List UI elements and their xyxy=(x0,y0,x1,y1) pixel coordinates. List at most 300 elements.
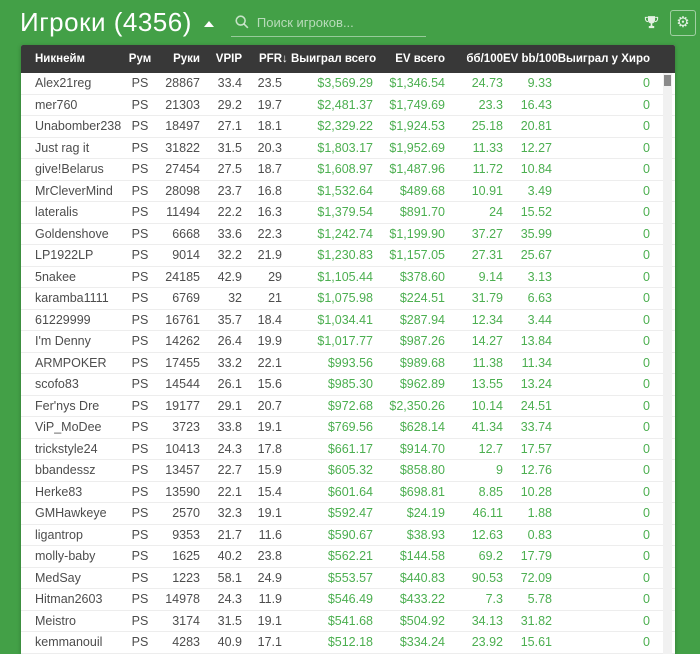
cell-nickname: Alex21reg xyxy=(35,76,92,91)
cell-won-total: $1,379.54 xyxy=(317,205,373,220)
cell-room: PS xyxy=(131,613,149,628)
cell-bb100: 31.79 xyxy=(471,291,503,306)
cell-won-vs-hero: 0 xyxy=(643,484,650,499)
cell-bb100: 10.14 xyxy=(471,398,503,413)
cell-hands: 2570 xyxy=(172,506,200,521)
cell-won-vs-hero: 0 xyxy=(643,334,650,349)
cell-ev-total: $987.26 xyxy=(399,334,445,349)
cell-ev-total: $334.24 xyxy=(399,635,445,650)
header-icons xyxy=(639,0,696,45)
cell-ev-total: $440.83 xyxy=(399,570,445,585)
cell-ev-total: $433.22 xyxy=(399,592,445,607)
column-header-won-total[interactable]: ↓ Выиграл всего xyxy=(282,53,377,65)
cell-ev-bb100: 24.51 xyxy=(520,398,552,413)
cell-vpip: 58.1 xyxy=(217,570,242,585)
search-input[interactable] xyxy=(257,15,426,30)
cell-hands: 1625 xyxy=(172,549,200,564)
cell-room: PS xyxy=(131,205,149,220)
cell-hands: 21303 xyxy=(165,97,200,112)
cell-nickname: ARMPOKER xyxy=(35,355,107,370)
cell-ev-bb100: 13.24 xyxy=(520,377,552,392)
cell-won-total: $1,532.64 xyxy=(317,183,373,198)
column-header-ev-total[interactable]: EV всего xyxy=(395,53,445,65)
cell-nickname: Hitman2603 xyxy=(35,592,103,607)
cell-pfr: 19.1 xyxy=(257,613,282,628)
cell-vpip: 32.3 xyxy=(217,506,242,521)
cell-won-total: $661.17 xyxy=(327,441,373,456)
cell-pfr: 29 xyxy=(268,269,282,284)
cell-ev-total: $1,157.05 xyxy=(389,248,445,263)
search-box[interactable] xyxy=(231,8,426,37)
cell-vpip: 22.1 xyxy=(217,484,242,499)
cell-nickname: ligantrop xyxy=(35,527,83,542)
cell-hands: 3174 xyxy=(172,613,200,628)
cell-pfr: 11.9 xyxy=(258,592,282,607)
cell-nickname: Goldenshove xyxy=(35,226,109,241)
cell-ev-bb100: 15.61 xyxy=(520,635,552,650)
column-header-room[interactable]: Рум xyxy=(128,53,152,65)
column-header-won-vs-hero[interactable]: Выиграл у Хиро xyxy=(557,53,650,65)
cell-pfr: 16.3 xyxy=(257,205,282,220)
cell-room: PS xyxy=(131,570,149,585)
cell-bb100: 23.3 xyxy=(478,97,503,112)
cell-hands: 6668 xyxy=(172,226,200,241)
cell-bb100: 25.18 xyxy=(471,119,503,134)
cell-pfr: 22.3 xyxy=(257,226,282,241)
cell-won-vs-hero: 0 xyxy=(643,355,650,370)
cell-ev-bb100: 3.13 xyxy=(527,269,552,284)
cell-won-vs-hero: 0 xyxy=(643,592,650,607)
player-row[interactable] xyxy=(21,116,675,138)
cell-won-total: $590.67 xyxy=(327,527,373,542)
cell-pfr: 18.7 xyxy=(257,162,282,177)
cell-ev-bb100: 12.76 xyxy=(520,463,552,478)
cell-vpip: 27.1 xyxy=(217,119,242,134)
cell-bb100: 9 xyxy=(496,463,503,478)
cell-pfr: 17.1 xyxy=(257,635,282,650)
cell-hands: 17455 xyxy=(165,355,200,370)
cell-bb100: 11.33 xyxy=(472,140,503,155)
player-row[interactable] xyxy=(21,288,675,310)
player-row[interactable] xyxy=(21,482,675,504)
cell-ev-bb100: 3.49 xyxy=(527,183,552,198)
cell-ev-total: $287.94 xyxy=(399,312,445,327)
cell-nickname: 61229999 xyxy=(35,312,91,327)
cell-pfr: 23.8 xyxy=(257,549,282,564)
cell-pfr: 23.5 xyxy=(257,76,282,91)
cell-ev-bb100: 17.57 xyxy=(520,441,552,456)
cell-hands: 9014 xyxy=(172,248,200,263)
cell-bb100: 37.27 xyxy=(471,226,503,241)
cell-ev-bb100: 6.63 xyxy=(527,291,552,306)
cell-won-vs-hero: 0 xyxy=(643,441,650,456)
cell-room: PS xyxy=(131,377,149,392)
player-row[interactable] xyxy=(21,353,675,375)
cell-won-vs-hero: 0 xyxy=(643,248,650,263)
cell-ev-total: $2,350.26 xyxy=(389,398,445,413)
cell-won-vs-hero: 0 xyxy=(643,162,650,177)
cell-ev-bb100: 9.33 xyxy=(527,76,552,91)
player-row[interactable] xyxy=(21,267,675,289)
cell-room: PS xyxy=(131,248,149,263)
cell-room: PS xyxy=(131,183,149,198)
cell-bb100: 14.27 xyxy=(471,334,503,349)
cell-vpip: 35.7 xyxy=(217,312,242,327)
cell-vpip: 26.1 xyxy=(217,377,242,392)
cell-won-vs-hero: 0 xyxy=(643,549,650,564)
app-header xyxy=(0,0,700,45)
cell-pfr: 15.4 xyxy=(257,484,282,499)
cell-won-total: $1,017.77 xyxy=(317,334,373,349)
cell-hands: 11494 xyxy=(166,205,200,220)
cell-won-total: $993.56 xyxy=(327,355,373,370)
cell-won-vs-hero: 0 xyxy=(643,570,650,585)
cell-bb100: 34.13 xyxy=(471,613,503,628)
cell-ev-total: $504.92 xyxy=(399,613,445,628)
cell-won-total: $553.57 xyxy=(327,570,373,585)
cell-ev-bb100: 10.84 xyxy=(520,162,552,177)
player-row[interactable] xyxy=(21,632,675,654)
cell-pfr: 20.3 xyxy=(257,140,282,155)
cell-won-vs-hero: 0 xyxy=(643,119,650,134)
cell-vpip: 32.2 xyxy=(217,248,242,263)
cell-pfr: 24.9 xyxy=(257,570,282,585)
cell-room: PS xyxy=(131,76,149,91)
player-row[interactable] xyxy=(21,224,675,246)
cell-pfr: 21 xyxy=(268,291,282,306)
cell-ev-total: $858.80 xyxy=(399,463,445,478)
cell-room: PS xyxy=(131,549,149,564)
cell-vpip: 21.7 xyxy=(217,527,242,542)
player-row[interactable] xyxy=(21,611,675,633)
cell-hands: 16761 xyxy=(165,312,200,327)
cell-ev-bb100: 33.74 xyxy=(520,420,552,435)
cell-vpip: 23.7 xyxy=(217,183,242,198)
cell-pfr: 15.6 xyxy=(257,377,282,392)
cell-room: PS xyxy=(131,398,149,413)
column-header-pfr[interactable]: PFR xyxy=(259,53,282,65)
cell-ev-bb100: 10.28 xyxy=(520,484,552,499)
scrollbar[interactable] xyxy=(663,73,672,654)
cell-bb100: 13.55 xyxy=(471,377,503,392)
cell-hands: 3723 xyxy=(172,420,200,435)
cell-won-vs-hero: 0 xyxy=(643,269,650,284)
cell-bb100: 90.53 xyxy=(471,570,503,585)
table-header-row xyxy=(21,45,675,73)
cell-ev-total: $1,199.90 xyxy=(389,226,445,241)
cell-pfr: 18.1 xyxy=(257,119,282,134)
cell-vpip: 22.2 xyxy=(217,205,242,220)
cell-ev-bb100: 5.78 xyxy=(527,592,552,607)
player-row[interactable] xyxy=(21,568,675,590)
cell-room: PS xyxy=(131,355,149,370)
cell-hands: 4283 xyxy=(172,635,200,650)
cell-bb100: 7.3 xyxy=(485,592,503,607)
cell-bb100: 41.34 xyxy=(471,420,503,435)
cell-nickname: LP1922LP xyxy=(35,248,94,263)
cell-bb100: 69.2 xyxy=(478,549,503,564)
cell-won-vs-hero: 0 xyxy=(643,226,650,241)
cell-ev-bb100: 15.52 xyxy=(520,205,552,220)
player-row[interactable] xyxy=(21,396,675,418)
cell-vpip: 33.2 xyxy=(217,355,242,370)
cell-ev-total: $698.81 xyxy=(399,484,445,499)
cell-hands: 6769 xyxy=(172,291,200,306)
player-row[interactable] xyxy=(21,202,675,224)
cell-ev-total: $489.68 xyxy=(399,183,445,198)
player-row[interactable] xyxy=(21,546,675,568)
cell-ev-bb100: 31.82 xyxy=(520,613,552,628)
cell-vpip: 40.2 xyxy=(217,549,242,564)
cell-won-vs-hero: 0 xyxy=(643,97,650,112)
cell-ev-bb100: 17.79 xyxy=(520,549,552,564)
cell-won-vs-hero: 0 xyxy=(643,312,650,327)
player-row[interactable] xyxy=(21,138,675,160)
cell-nickname: mer760 xyxy=(35,97,78,112)
cell-room: PS xyxy=(131,291,149,306)
search-icon xyxy=(234,14,250,30)
cell-won-total: $605.32 xyxy=(327,463,373,478)
cell-won-total: $1,803.17 xyxy=(317,140,373,155)
cell-won-vs-hero: 0 xyxy=(643,140,650,155)
cell-pfr: 20.7 xyxy=(257,398,282,413)
cell-vpip: 27.5 xyxy=(217,162,242,177)
cell-won-vs-hero: 0 xyxy=(643,398,650,413)
cell-bb100: 9.14 xyxy=(478,269,503,284)
column-header-nickname[interactable]: Никнейм xyxy=(35,53,86,65)
cell-ev-bb100: 1.88 xyxy=(527,506,552,521)
players-table-panel xyxy=(21,45,675,654)
player-row[interactable] xyxy=(21,181,675,203)
cell-won-total: $1,075.98 xyxy=(317,291,373,306)
player-row[interactable] xyxy=(21,589,675,611)
player-row[interactable] xyxy=(21,417,675,439)
cell-nickname: 5nakee xyxy=(35,269,77,284)
cell-ev-bb100: 3.44 xyxy=(527,312,552,327)
cell-won-vs-hero: 0 xyxy=(643,506,650,521)
cell-vpip: 22.7 xyxy=(217,463,242,478)
cell-pfr: 16.8 xyxy=(257,183,282,198)
cell-ev-bb100: 72.09 xyxy=(520,570,552,585)
cell-bb100: 24 xyxy=(489,205,503,220)
cell-pfr: 11.6 xyxy=(258,527,282,542)
cell-ev-bb100: 11.34 xyxy=(521,355,552,370)
column-header-bb100[interactable]: бб/100 xyxy=(466,53,503,65)
cell-room: PS xyxy=(131,97,149,112)
cell-won-total: $2,329.22 xyxy=(317,119,373,134)
player-row[interactable] xyxy=(21,245,675,267)
cell-won-vs-hero: 0 xyxy=(643,205,650,220)
cell-room: PS xyxy=(131,269,149,284)
cell-won-total: $601.64 xyxy=(327,484,373,499)
cell-won-vs-hero: 0 xyxy=(643,377,650,392)
player-row[interactable] xyxy=(21,331,675,353)
caret-up-icon[interactable] xyxy=(204,21,214,27)
cell-room: PS xyxy=(131,484,149,499)
cell-won-total: $2,481.37 xyxy=(317,97,373,112)
cell-bb100: 12.63 xyxy=(471,527,503,542)
cell-ev-total: $962.89 xyxy=(399,377,445,392)
cell-won-vs-hero: 0 xyxy=(643,463,650,478)
cell-nickname: ViP_MoDee xyxy=(35,420,102,435)
cell-nickname: molly-baby xyxy=(35,549,96,564)
cell-nickname: Just rag it xyxy=(35,140,90,155)
cell-room: PS xyxy=(131,441,149,456)
cell-hands: 18497 xyxy=(165,119,200,134)
cell-hands: 14262 xyxy=(165,334,200,349)
cell-vpip: 31.5 xyxy=(217,140,242,155)
cell-vpip: 24.3 xyxy=(217,441,242,456)
cell-nickname: Unabomber238 xyxy=(35,119,121,134)
cell-ev-total: $891.70 xyxy=(399,205,445,220)
cell-won-total: $1,105.44 xyxy=(317,269,373,284)
cell-bb100: 23.92 xyxy=(471,635,503,650)
cell-won-total: $985.30 xyxy=(327,377,373,392)
cell-vpip: 26.4 xyxy=(217,334,242,349)
cell-vpip: 29.2 xyxy=(217,97,242,112)
cell-bb100: 8.85 xyxy=(478,484,503,499)
player-row[interactable] xyxy=(21,374,675,396)
cell-nickname: scofo83 xyxy=(35,377,79,392)
player-row[interactable] xyxy=(21,95,675,117)
cell-won-total: $592.47 xyxy=(327,506,373,521)
cell-pfr: 17.8 xyxy=(257,441,282,456)
cell-hands: 31822 xyxy=(165,140,200,155)
cell-pfr: 19.9 xyxy=(257,334,282,349)
cell-won-total: $769.56 xyxy=(327,420,373,435)
cell-won-total: $972.68 xyxy=(327,398,373,413)
cell-pfr: 19.7 xyxy=(257,97,282,112)
cell-hands: 24185 xyxy=(165,269,200,284)
settings-button[interactable] xyxy=(670,10,696,36)
player-row[interactable] xyxy=(21,525,675,547)
cell-room: PS xyxy=(131,635,149,650)
cell-ev-total: $38.93 xyxy=(406,527,445,542)
cell-ev-bb100: 12.27 xyxy=(520,140,552,155)
cell-hands: 28867 xyxy=(165,76,200,91)
cell-ev-bb100: 20.81 xyxy=(520,119,552,134)
table-body xyxy=(21,73,675,654)
cell-ev-total: $378.60 xyxy=(399,269,445,284)
cell-hands: 27454 xyxy=(165,162,200,177)
trophy-icon[interactable] xyxy=(639,11,663,35)
cell-ev-total: $1,487.96 xyxy=(389,162,445,177)
cell-bb100: 27.31 xyxy=(471,248,503,263)
cell-won-vs-hero: 0 xyxy=(643,420,650,435)
cell-room: PS xyxy=(131,312,149,327)
scrollbar-thumb[interactable] xyxy=(664,75,671,86)
page-title: Игроки (4356) xyxy=(20,7,192,37)
cell-pfr: 18.4 xyxy=(257,312,282,327)
column-header-ev-bb100[interactable]: EV bb/100 xyxy=(503,53,558,65)
cell-ev-bb100: 0.83 xyxy=(527,527,552,542)
cell-pfr: 22.1 xyxy=(257,355,282,370)
cell-ev-bb100: 25.67 xyxy=(520,248,552,263)
gear-icon: ⚙ xyxy=(676,13,690,31)
cell-ev-bb100: 16.43 xyxy=(520,97,552,112)
cell-hands: 19177 xyxy=(165,398,200,413)
cell-won-vs-hero: 0 xyxy=(643,613,650,628)
cell-ev-total: $224.51 xyxy=(399,291,445,306)
player-row[interactable] xyxy=(21,73,675,95)
cell-ev-total: $1,924.53 xyxy=(389,119,445,134)
cell-nickname: MrCleverMind xyxy=(35,183,113,198)
cell-hands: 14544 xyxy=(165,377,200,392)
cell-room: PS xyxy=(131,527,149,542)
cell-nickname: MedSay xyxy=(35,570,81,585)
cell-won-vs-hero: 0 xyxy=(643,76,650,91)
cell-bb100: 10.91 xyxy=(471,183,503,198)
player-row[interactable] xyxy=(21,460,675,482)
cell-hands: 13457 xyxy=(165,463,200,478)
cell-nickname: GMHawkeye xyxy=(35,506,107,521)
cell-hands: 14978 xyxy=(165,592,200,607)
cell-hands: 1223 xyxy=(172,570,200,585)
cell-nickname: give!Belarus xyxy=(35,162,104,177)
cell-ev-total: $24.19 xyxy=(406,506,445,521)
cell-won-vs-hero: 0 xyxy=(643,291,650,306)
cell-room: PS xyxy=(131,592,149,607)
cell-bb100: 11.38 xyxy=(472,355,503,370)
cell-nickname: Meistro xyxy=(35,613,76,628)
player-row[interactable] xyxy=(21,310,675,332)
cell-pfr: 15.9 xyxy=(257,463,282,478)
cell-ev-total: $628.14 xyxy=(399,420,445,435)
cell-room: PS xyxy=(131,162,149,177)
cell-room: PS xyxy=(131,420,149,435)
cell-hands: 13590 xyxy=(165,484,200,499)
player-row[interactable] xyxy=(21,159,675,181)
cell-room: PS xyxy=(131,119,149,134)
cell-nickname: Fer'nys Dre xyxy=(35,398,100,413)
cell-bb100: 12.34 xyxy=(471,312,503,327)
cell-vpip: 32 xyxy=(228,291,242,306)
cell-vpip: 33.6 xyxy=(217,226,242,241)
cell-room: PS xyxy=(131,506,149,521)
cell-nickname: Herke83 xyxy=(35,484,83,499)
cell-room: PS xyxy=(131,334,149,349)
cell-pfr: 19.1 xyxy=(257,506,282,521)
cell-hands: 10413 xyxy=(165,441,200,456)
cell-pfr: 21.9 xyxy=(257,248,282,263)
column-header-vpip[interactable]: VPIP xyxy=(215,53,242,65)
column-header-hands[interactable]: Руки xyxy=(173,53,200,65)
cell-nickname: I'm Denny xyxy=(35,334,91,349)
cell-ev-total: $1,749.69 xyxy=(389,97,445,112)
cell-won-vs-hero: 0 xyxy=(643,183,650,198)
cell-vpip: 31.5 xyxy=(217,613,242,628)
cell-hands: 28098 xyxy=(165,183,200,198)
cell-bb100: 24.73 xyxy=(471,76,503,91)
cell-ev-total: $1,952.69 xyxy=(389,140,445,155)
player-row[interactable] xyxy=(21,439,675,461)
cell-nickname: kemmanouil xyxy=(35,635,103,650)
cell-won-vs-hero: 0 xyxy=(643,635,650,650)
cell-nickname: trickstyle24 xyxy=(35,441,98,456)
cell-vpip: 29.1 xyxy=(217,398,242,413)
cell-pfr: 19.1 xyxy=(257,420,282,435)
cell-won-vs-hero: 0 xyxy=(643,527,650,542)
player-row[interactable] xyxy=(21,503,675,525)
cell-ev-bb100: 35.99 xyxy=(520,226,552,241)
cell-won-total: $1,230.83 xyxy=(317,248,373,263)
cell-won-total: $1,034.41 xyxy=(317,312,373,327)
cell-hands: 9353 xyxy=(172,527,200,542)
cell-won-total: $541.68 xyxy=(327,613,373,628)
cell-ev-total: $1,346.54 xyxy=(389,76,445,91)
cell-vpip: 40.9 xyxy=(217,635,242,650)
cell-room: PS xyxy=(131,140,149,155)
